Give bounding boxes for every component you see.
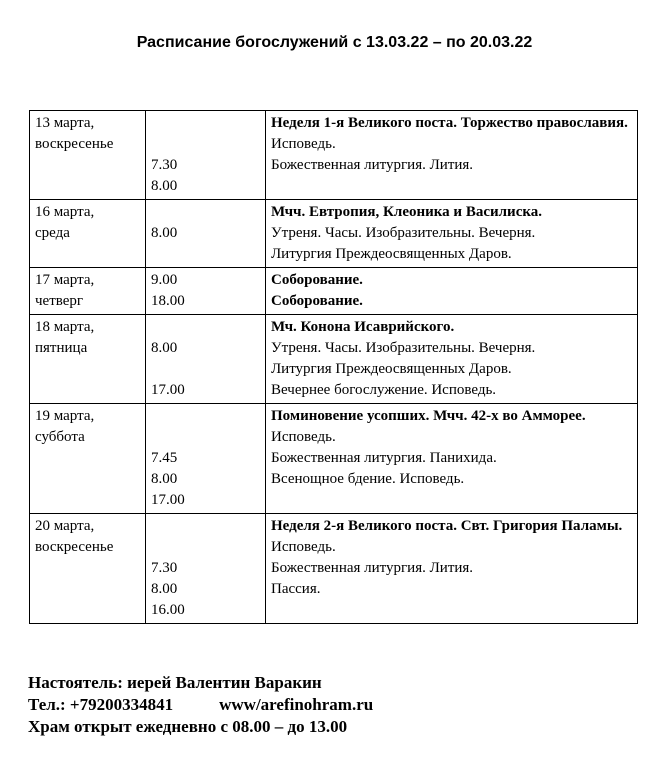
service-times-cell [146, 404, 266, 514]
day-date: 18 марта, [35, 319, 95, 335]
day-date-cell [30, 200, 146, 268]
time-spacer [151, 134, 261, 155]
schedule-table [29, 110, 638, 624]
service-times-cell [146, 268, 266, 315]
day-weekday: пятница [35, 340, 88, 356]
service-time [151, 113, 261, 134]
day-weekday: четверг [35, 293, 84, 309]
service-heading: Мч. Конона Исаврийского. [271, 319, 455, 335]
day-date: 17 марта, [35, 272, 95, 288]
service-time: 8.00 [151, 471, 178, 487]
day-date: 13 марта, [35, 115, 95, 131]
footer [28, 672, 648, 738]
service-times-cell [146, 200, 266, 268]
service-heading: Неделя 2-я Великого поста. Свт. Григория Паламы. [271, 518, 623, 534]
day-row [30, 315, 638, 404]
schedule-body [30, 111, 638, 624]
service-descriptions-cell [266, 200, 638, 268]
service-times-cell [146, 315, 266, 404]
day-weekday: суббота [35, 429, 85, 445]
service-time: 9.00 [151, 272, 178, 288]
opening-hours: Храм открыт ежедневно с 08.00 – до 13.00 [28, 717, 348, 736]
time-spacer [151, 427, 261, 448]
service-item: Пассия. [271, 581, 321, 597]
service-descriptions-cell [266, 268, 638, 315]
service-time: 8.00 [151, 340, 178, 356]
service-time [151, 202, 261, 223]
service-time: 8.00 [151, 225, 178, 241]
day-date-cell [30, 111, 146, 200]
day-row [30, 268, 638, 315]
service-item: Божественная литургия. Лития. [271, 560, 474, 576]
service-descriptions-cell [266, 315, 638, 404]
page-title: Расписание богослужений с 13.03.22 – по 20.03.22 [136, 34, 533, 51]
day-row [30, 111, 638, 200]
service-time: 7.30 [151, 157, 178, 173]
service-time [151, 406, 261, 427]
service-heading: Соборование. [271, 272, 363, 288]
service-heading: Поминовение усопших. Мчч. 42-х во Амморее. [271, 408, 586, 424]
day-row [30, 200, 638, 268]
contacts-line [28, 694, 648, 716]
service-time [151, 317, 261, 338]
service-time [151, 244, 261, 265]
service-time [151, 359, 261, 380]
service-heading: Неделя 1-я Великого поста. Торжество православия. [271, 115, 628, 131]
service-descriptions-cell [266, 111, 638, 200]
day-date-cell [30, 315, 146, 404]
time-spacer [151, 537, 261, 558]
service-heading: Мчч. Евтропия, Клеоника и Василиска. [271, 204, 543, 220]
service-time: 7.30 [151, 560, 178, 576]
service-item: Утреня. Часы. Изобразительны. Вечерня. [271, 225, 536, 241]
service-item: Всенощное бдение. Исповедь. [271, 471, 465, 487]
day-date-cell [30, 268, 146, 315]
service-descriptions-cell [266, 404, 638, 514]
day-date: 16 марта, [35, 204, 95, 220]
day-date-cell [30, 404, 146, 514]
service-item: Божественная литургия. Лития. [271, 157, 474, 173]
service-time: 8.00 [151, 178, 178, 194]
service-item: Исповедь. [271, 429, 336, 445]
day-weekday: среда [35, 225, 70, 241]
day-weekday: воскресенье [35, 136, 114, 152]
day-date: 20 марта, [35, 518, 95, 534]
service-descriptions-cell [266, 514, 638, 624]
service-times-cell [146, 514, 266, 624]
service-time: 17.00 [151, 382, 185, 398]
service-time: 16.00 [151, 602, 185, 618]
day-row [30, 404, 638, 514]
day-row [30, 514, 638, 624]
service-item: Вечернее богослужение. Исповедь. [271, 382, 497, 398]
service-item: Утреня. Часы. Изобразительны. Вечерня. [271, 340, 536, 356]
service-item: Божественная литургия. Панихида. [271, 450, 497, 466]
service-item: Литургия Преждеосвященных Даров. [271, 246, 512, 262]
phone-number: Тел.: +79200334841 [28, 695, 174, 714]
service-time: 8.00 [151, 581, 178, 597]
service-item: Исповедь. [271, 136, 336, 152]
service-item: Литургия Преждеосвященных Даров. [271, 361, 512, 377]
day-weekday: воскресенье [35, 539, 114, 555]
service-time: 7.45 [151, 450, 178, 466]
service-times-cell [146, 111, 266, 200]
rector-line: Настоятель: иерей Валентин Варакин [28, 673, 322, 692]
website-link[interactable]: www/arefinohram.ru [219, 695, 374, 714]
service-time [151, 516, 261, 537]
service-heading: Соборование. [271, 293, 363, 309]
day-date: 19 марта, [35, 408, 95, 424]
service-item: Исповедь. [271, 539, 336, 555]
service-time: 17.00 [151, 492, 185, 508]
day-date-cell [30, 514, 146, 624]
service-time: 18.00 [151, 293, 185, 309]
